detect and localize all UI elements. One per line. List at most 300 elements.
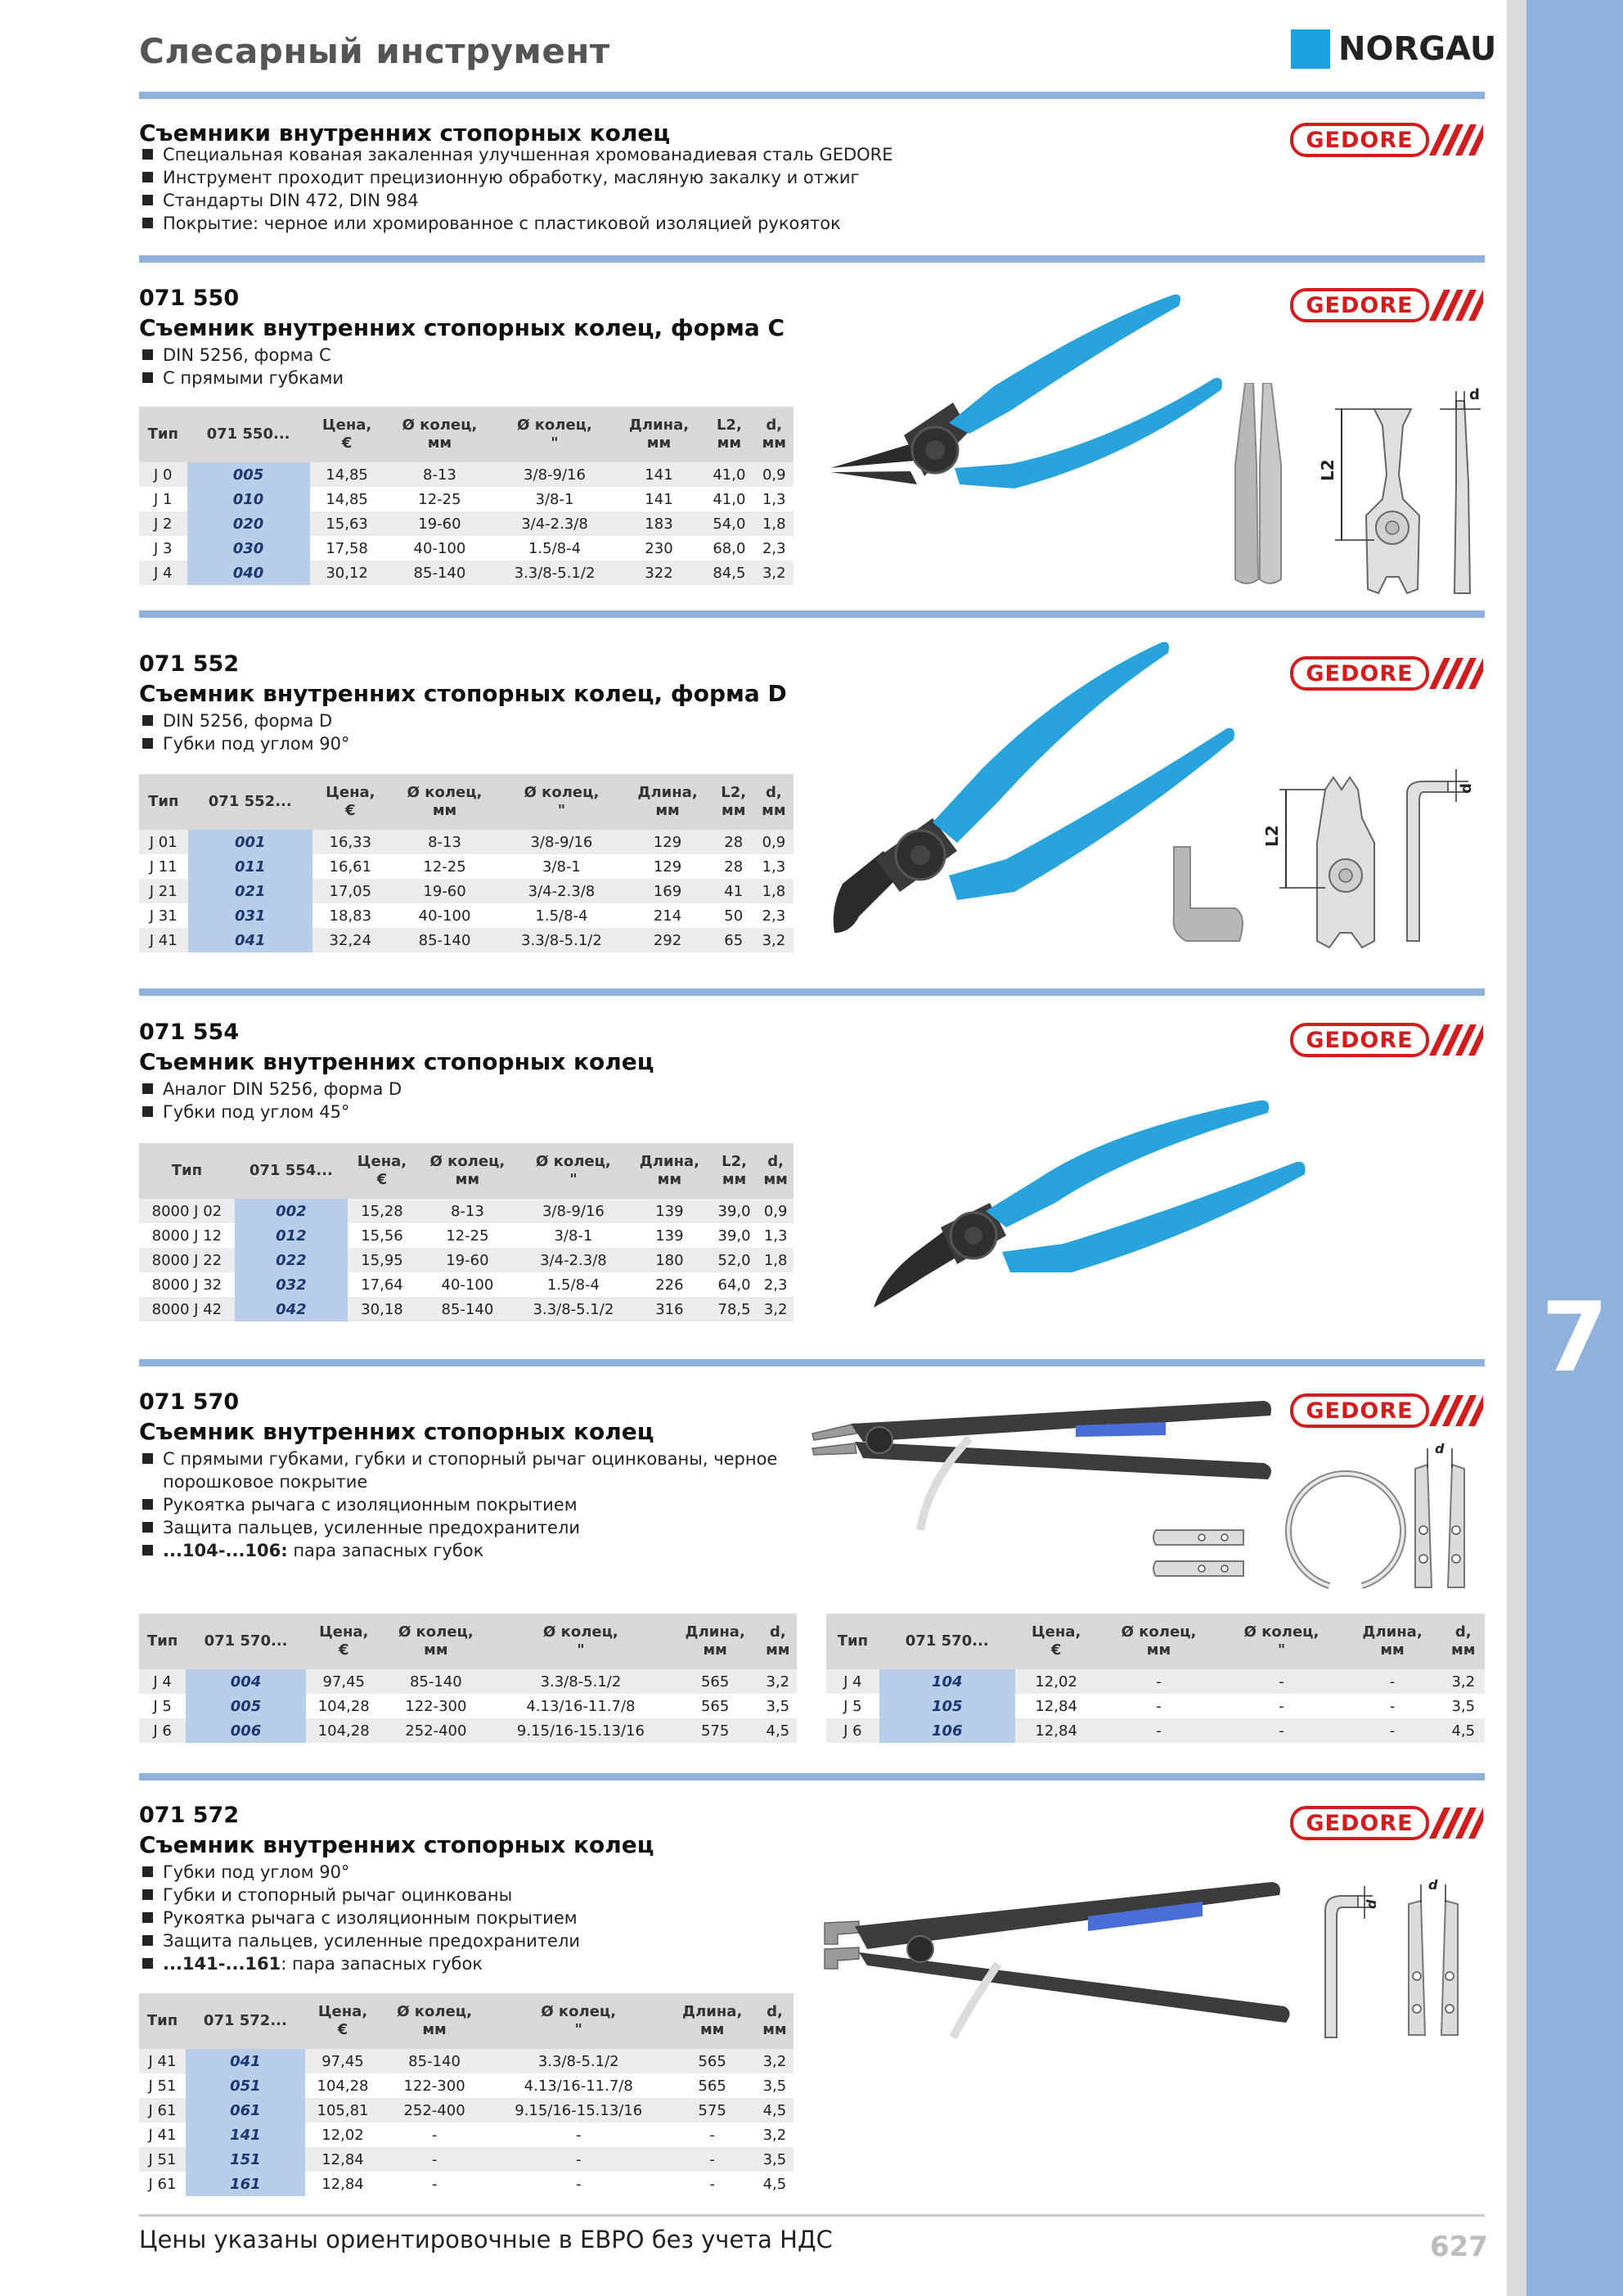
column-header-line: d,: [766, 784, 782, 801]
dim-d-label: d: [1458, 783, 1475, 794]
table-cell: 3,2: [754, 928, 794, 952]
table-cell: -: [1343, 1718, 1442, 1743]
column-header: [1015, 1614, 1098, 1669]
column-header-line: Цена,: [319, 1623, 369, 1641]
table-cell: -: [1221, 1669, 1343, 1694]
column-header-line: Ø колец,: [517, 416, 592, 434]
bullet-item: [142, 367, 344, 389]
bullet-text: Аналог DIN 5256, форма D: [163, 1079, 402, 1099]
table-cell: 30,18: [348, 1297, 416, 1321]
column-header-line: Тип: [147, 425, 178, 443]
column-header-line: Тип: [171, 1162, 203, 1179]
table-cell: 1,3: [762, 858, 786, 876]
table-row: [139, 903, 794, 928]
table-cell: -: [1098, 1718, 1221, 1743]
table-cell: 1.5/8-4: [535, 907, 588, 925]
table-row: [826, 1669, 1485, 1694]
bullet-item: [142, 1078, 402, 1101]
table-cell: J 41: [139, 928, 188, 952]
column-header-line: Длина,: [685, 1623, 745, 1641]
column-header-line: Ø колец,: [1121, 1623, 1197, 1641]
bullet-square-icon: [142, 715, 153, 726]
table-cell: J 41: [148, 2126, 177, 2144]
bullet-square-icon: [142, 738, 153, 749]
bullet-bold-label: ...141-...161: [163, 1954, 281, 1974]
column-header-line: Ø колец,: [536, 1153, 611, 1170]
table-cell: 252-400: [380, 2098, 488, 2123]
table-cell: 3/8-9/16: [519, 1199, 628, 1223]
table-row: [139, 2073, 794, 2098]
gedore-logo: [1290, 123, 1485, 157]
order-number-cell: 020: [187, 511, 310, 536]
table-cell: J 1: [154, 490, 173, 508]
table-cell: 141: [645, 490, 673, 508]
gedore-stripes-icon: [1429, 1808, 1483, 1839]
bullet-text: С прямыми губками, губки и стопорный рычаг оцинкованы, черное: [163, 1449, 778, 1469]
table-cell: 575: [672, 1718, 759, 1743]
column-header-line: €: [1050, 1641, 1062, 1659]
table-cell: 12,84: [1035, 1697, 1077, 1715]
table-cell: 28: [713, 830, 754, 854]
column-header-line: мм: [766, 1641, 790, 1659]
table-cell: 2,3: [763, 1276, 788, 1294]
bullet-item: [142, 1929, 580, 1952]
column-header-line: d,: [769, 1623, 786, 1641]
column-header-line: L2,: [716, 416, 742, 434]
bullet-item: [142, 1101, 402, 1123]
order-number-cell: 141: [186, 2123, 305, 2147]
table-cell: 141: [614, 462, 704, 487]
table-cell: 3,5: [1451, 1697, 1476, 1715]
column-header-line: Ø колец,: [429, 1153, 506, 1170]
column-header-line: L2,: [722, 1153, 747, 1170]
column-header-line: мм: [762, 802, 786, 819]
column-header: [139, 407, 187, 462]
table-cell: 12,84: [321, 2175, 364, 2193]
gedore-logo-pill: [1290, 1806, 1429, 1840]
norgau-logo: [1291, 28, 1496, 70]
column-header-line: Цена,: [326, 784, 375, 801]
section-divider: [139, 255, 1485, 263]
table-cell: 1,8: [754, 879, 794, 903]
table-cell: -: [575, 2175, 582, 2193]
column-header-line: ": [577, 1641, 585, 1659]
order-number-cell: 004: [186, 1669, 306, 1694]
dim-d-label: d: [1364, 1899, 1379, 1909]
table-header-row: [826, 1614, 1485, 1669]
product-title: Съемник внутренних стопорных колец: [139, 1831, 654, 1858]
table-cell: J 01: [139, 830, 188, 854]
column-header: [711, 1143, 758, 1199]
bullet-item: [142, 709, 349, 732]
column-header-line: Цена,: [1031, 1623, 1081, 1641]
table-cell: 97,45: [306, 1669, 382, 1694]
table-cell: J 4: [826, 1669, 879, 1694]
page-number: 627: [1430, 2231, 1488, 2263]
column-header-line: Тип: [148, 793, 179, 810]
spec-table-071550: [139, 407, 794, 585]
column-header-line: Ø колец,: [407, 784, 483, 801]
column-header: [1343, 1614, 1442, 1669]
bullet-item: [142, 1493, 777, 1516]
table-cell: 9.15/16-15.13/16: [490, 1718, 672, 1743]
column-header: [389, 774, 501, 830]
table-cell: 8-13: [384, 462, 496, 487]
bullet-square-icon: [142, 195, 153, 205]
column-header: [1221, 1614, 1343, 1669]
table-cell: 3/8-1: [554, 1227, 593, 1245]
column-header-line: Ø колец,: [541, 2003, 617, 2020]
spec-table-071570: [139, 1614, 797, 1743]
bullet-item: [142, 189, 893, 212]
table-row: [139, 487, 794, 511]
table-cell: J 6: [139, 1718, 186, 1743]
table-cell: 3/8-9/16: [501, 830, 622, 854]
column-header-line: ": [557, 802, 566, 819]
table-cell: 292: [622, 928, 713, 952]
section-divider: [139, 92, 1485, 99]
table-cell: 565: [700, 1697, 730, 1715]
bullet-text: Губки под углом 90°: [163, 734, 350, 754]
column-header-line: Длина,: [628, 416, 690, 434]
table-cell: 129: [653, 858, 682, 876]
table-cell: 8000 J 02: [139, 1199, 235, 1223]
column-header: [826, 1614, 879, 1669]
column-header-line: ": [574, 2021, 582, 2038]
column-header: [382, 1614, 491, 1669]
product-bullets: [142, 1861, 580, 1975]
table-cell: -: [431, 2175, 438, 2193]
bullet-square-icon: [142, 1912, 153, 1923]
table-cell: 1.5/8-4: [546, 1276, 600, 1294]
table-cell: 85-140: [416, 1297, 519, 1321]
section-divider: [139, 988, 1485, 996]
table-row: [139, 1248, 794, 1272]
bullet-item: [142, 1952, 580, 1975]
table-cell: 4.13/16-11.7/8: [524, 2077, 633, 2095]
table-cell: 50: [724, 907, 744, 925]
pliers-45deg-illustration: [867, 1096, 1313, 1317]
column-header: [879, 1614, 1015, 1669]
gedore-logo-text: GEDORE: [1306, 127, 1414, 153]
column-header-line: мм: [717, 434, 742, 452]
gedore-stripes-icon: [1429, 1024, 1483, 1056]
table-cell: 4,5: [759, 1718, 797, 1743]
table-row: [139, 854, 794, 879]
table-cell: 322: [614, 560, 704, 585]
table-cell: 3.3/8-5.1/2: [519, 1297, 628, 1321]
intro-bullets: [142, 143, 893, 235]
column-header-line: 071 570...: [204, 1632, 288, 1650]
table-cell: -: [1389, 1697, 1396, 1715]
norgau-logo-text: NORGAU: [1338, 30, 1497, 68]
table-cell: -: [1156, 1697, 1162, 1715]
table-cell: 0,9: [755, 462, 794, 487]
table-cell: 3,2: [762, 2126, 787, 2144]
side-band-edge: [1507, 0, 1526, 2296]
column-header-line: Цена,: [357, 1153, 407, 1170]
column-header-line: €: [337, 2021, 348, 2038]
table-cell: 12,02: [1015, 1669, 1098, 1694]
bullet-square-icon: [142, 1866, 153, 1877]
column-header-line: 071 550...: [206, 425, 290, 443]
table-cell: 139: [628, 1199, 711, 1223]
bullet-text: Губки под углом 90°: [163, 1862, 350, 1882]
table-cell: 8-13: [416, 1199, 519, 1223]
bullet-text: порошковое покрытие: [163, 1472, 368, 1492]
table-cell: 3.3/8-5.1/2: [501, 928, 622, 952]
product-bullets: [142, 1447, 777, 1562]
table-cell: 1,3: [762, 490, 786, 508]
dimension-drawing-straight: [1309, 385, 1485, 601]
column-header: [186, 1993, 305, 2049]
bullet-text: DIN 5256, форма D: [163, 711, 333, 731]
gedore-stripes-icon: [1429, 658, 1483, 689]
order-number-cell: 104: [879, 1669, 1015, 1694]
table-cell: 30,12: [310, 560, 384, 585]
spec-table-071570-spare-jaws: [826, 1614, 1485, 1743]
spec-table-071552: [139, 774, 794, 952]
table-cell: 3/8-9/16: [495, 462, 614, 487]
table-cell: J 0: [139, 462, 187, 487]
table-cell: J 5: [843, 1697, 862, 1715]
column-header: [188, 774, 313, 830]
column-header: [628, 1143, 711, 1199]
table-header-row: [139, 1614, 797, 1669]
table-cell: J 61: [139, 2098, 186, 2123]
bullet-square-icon: [142, 218, 153, 228]
column-header-line: d,: [766, 416, 783, 434]
table-cell: 3,2: [759, 1669, 797, 1694]
bullet-item: [142, 143, 893, 166]
chapter-number: 7: [1540, 1281, 1609, 1393]
table-cell: 12-25: [418, 490, 461, 508]
gedore-logo-pill: [1290, 123, 1429, 157]
table-cell: J 4: [139, 1669, 186, 1694]
long-pliers-90deg-illustration: [818, 1874, 1293, 2046]
column-header-line: ": [569, 1171, 578, 1188]
table-cell: 14,85: [326, 490, 368, 508]
bullet-square-icon: [142, 149, 153, 160]
column-header-line: 071 570...: [905, 1632, 989, 1650]
table-cell: 214: [653, 907, 682, 925]
order-number-cell: 005: [186, 1694, 306, 1718]
table-cell: 316: [628, 1297, 711, 1321]
table-cell: 78,5: [711, 1297, 758, 1321]
column-header-line: Длина,: [1362, 1623, 1423, 1641]
table-cell: 104,28: [317, 1697, 370, 1715]
column-header-line: мм: [657, 1171, 682, 1188]
table-cell: 19-60: [384, 511, 496, 536]
table-cell: 3,2: [756, 2049, 794, 2073]
pliers-straight-illustration: [814, 288, 1239, 517]
dim-l2-label: L2: [1262, 825, 1282, 847]
table-cell: 3,5: [756, 2147, 794, 2172]
bullet-text: DIN 5256, форма С: [163, 345, 331, 365]
table-cell: J 4: [139, 560, 187, 585]
section-divider: [139, 610, 1485, 618]
bullet-square-icon: [142, 1958, 153, 1969]
bullet-text: Стандарты DIN 472, DIN 984: [163, 191, 419, 210]
table-cell: 12,84: [1015, 1718, 1098, 1743]
table-row: [139, 879, 794, 903]
order-number-cell: 061: [186, 2098, 305, 2123]
table-cell: 41,0: [713, 490, 746, 508]
column-header-line: 071 552...: [208, 793, 292, 810]
table-cell: 183: [614, 511, 704, 536]
column-header: [668, 1993, 755, 2049]
table-cell: 12-25: [423, 858, 466, 876]
order-number-cell: 012: [235, 1223, 348, 1248]
order-number-cell: 042: [235, 1297, 348, 1321]
gedore-logo-pill: [1290, 1393, 1429, 1428]
table-cell: 4,5: [1442, 1718, 1485, 1743]
table-cell: J 2: [139, 511, 187, 536]
jaws-90deg-illustration: [1162, 843, 1252, 957]
footer-note: Цены указаны ориентировочные в ЕВРО без учета НДС: [139, 2226, 833, 2253]
order-number-cell: 041: [186, 2049, 305, 2073]
table-cell: -: [709, 2175, 715, 2193]
order-number-cell: 040: [187, 560, 310, 585]
table-cell: -: [488, 2147, 668, 2172]
table-row: [139, 2049, 794, 2073]
table-cell: 97,45: [305, 2049, 380, 2073]
table-cell: 104,28: [317, 2077, 369, 2095]
table-row: [139, 928, 794, 952]
order-number-cell: 005: [187, 462, 310, 487]
order-number-cell: 030: [187, 536, 310, 560]
column-header: [713, 774, 754, 830]
bullet-item: [142, 1861, 580, 1884]
table-cell: 4,5: [756, 2098, 794, 2123]
bullet-square-icon: [142, 1453, 153, 1464]
gedore-logo-pill: [1290, 656, 1429, 691]
column-header-line: Ø колец,: [402, 416, 478, 434]
table-cell: 85-140: [380, 2049, 488, 2073]
table-cell: 3,2: [1442, 1669, 1485, 1694]
intro-title: Съемники внутренних стопорных колец: [139, 119, 671, 146]
bullet-text: Защита пальцев, усиленные предохранители: [163, 1931, 581, 1951]
column-header: [495, 407, 614, 462]
bullet-square-icon: [142, 1889, 153, 1900]
column-header: [139, 1614, 186, 1669]
bullet-item: [142, 1539, 777, 1562]
column-header: [235, 1143, 348, 1199]
table-cell: 3,5: [766, 1697, 790, 1715]
column-header-line: Цена,: [321, 416, 372, 434]
table-cell: 8000 J 42: [139, 1297, 235, 1321]
order-number-cell: 051: [186, 2073, 305, 2098]
product-title: Съемник внутренних стопорных колец, форма D: [139, 680, 787, 707]
gedore-stripes-icon: [1429, 290, 1483, 321]
table-cell: 105,81: [305, 2098, 380, 2123]
column-header-line: €: [341, 434, 353, 452]
column-header-line: Ø колец,: [397, 2003, 472, 2020]
table-cell: 3,2: [755, 560, 794, 585]
column-header: [614, 407, 704, 462]
bullet-text: Рукоятка рычага с изоляционным покрытием: [163, 1495, 578, 1515]
column-header-line: мм: [655, 802, 680, 819]
column-header: [186, 1614, 306, 1669]
column-header-line: мм: [646, 434, 672, 452]
table-cell: 8000 J 22: [139, 1248, 235, 1272]
column-header: [501, 774, 622, 830]
table-cell: 12,84: [305, 2147, 380, 2172]
product-title: Съемник внутренних стопорных колец: [139, 1418, 654, 1445]
column-header: [519, 1143, 628, 1199]
bullet-text: Защита пальцев, усиленные предохранители: [163, 1518, 581, 1537]
column-header: [310, 407, 384, 462]
table-cell: 104,28: [306, 1718, 382, 1743]
column-header-line: мм: [703, 1641, 727, 1659]
table-cell: 180: [628, 1248, 711, 1272]
table-cell: J 21: [139, 879, 188, 903]
product-title: Съемник внутренних стопорных колец, форма С: [139, 314, 785, 341]
section-divider: [139, 1773, 1485, 1781]
table-cell: 3/4-2.3/8: [519, 1248, 628, 1272]
table-cell: 565: [698, 2077, 726, 2095]
column-header-line: 071 554...: [249, 1162, 333, 1179]
gedore-logo-pill: [1290, 1023, 1429, 1057]
bullet-text: Рукоятка рычага с изоляционным покрытием: [163, 1908, 578, 1928]
column-header-line: мм: [722, 802, 746, 819]
table-cell: 19-60: [416, 1248, 519, 1272]
table-cell: 32,24: [312, 928, 389, 952]
ring-jaws-illustration: [1149, 1440, 1493, 1591]
bullet-item: [142, 212, 893, 235]
order-number-cell: 031: [188, 903, 313, 928]
jaws-straight-illustration: [1211, 383, 1301, 596]
column-header-line: €: [338, 1641, 349, 1659]
table-cell: 2,3: [762, 907, 786, 925]
table-cell: 575: [668, 2098, 755, 2123]
bullet-square-icon: [142, 349, 153, 360]
order-number-cell: 106: [879, 1718, 1015, 1743]
column-header: [1442, 1614, 1485, 1669]
column-header-line: мм: [455, 1171, 480, 1188]
column-header-line: d,: [767, 2003, 783, 2020]
table-cell: 18,83: [329, 907, 372, 925]
column-header: [384, 407, 496, 462]
column-header: [672, 1614, 759, 1669]
column-header-line: Ø колец,: [1243, 1623, 1320, 1641]
bullet-bold-label: ...104-...106:: [163, 1541, 288, 1560]
column-header-line: мм: [762, 434, 787, 452]
column-header-line: d,: [767, 1153, 785, 1170]
table-cell: -: [1343, 1669, 1442, 1694]
order-number-cell: 041: [188, 928, 313, 952]
table-cell: 3.3/8-5.1/2: [488, 2049, 668, 2073]
column-header-line: мм: [763, 1171, 788, 1188]
table-cell: 85-140: [384, 560, 496, 585]
table-cell: 2,3: [762, 539, 786, 557]
table-header-row: [139, 1143, 794, 1199]
column-header-line: 071 572...: [203, 2012, 287, 2029]
column-header: [756, 1993, 794, 2049]
bullet-item: [142, 166, 893, 189]
table-cell: -: [575, 2126, 582, 2144]
table-cell: 28: [724, 858, 744, 876]
footer-divider: [139, 2214, 1485, 2217]
gedore-stripes-icon: [1429, 1395, 1483, 1426]
column-header: [348, 1143, 416, 1199]
column-header: [704, 407, 754, 462]
table-cell: 52,0: [711, 1248, 758, 1272]
table-row: [139, 462, 794, 487]
column-header-line: Цена,: [317, 2003, 368, 2020]
table-cell: 139: [655, 1227, 684, 1245]
gedore-logo: [1290, 656, 1485, 691]
